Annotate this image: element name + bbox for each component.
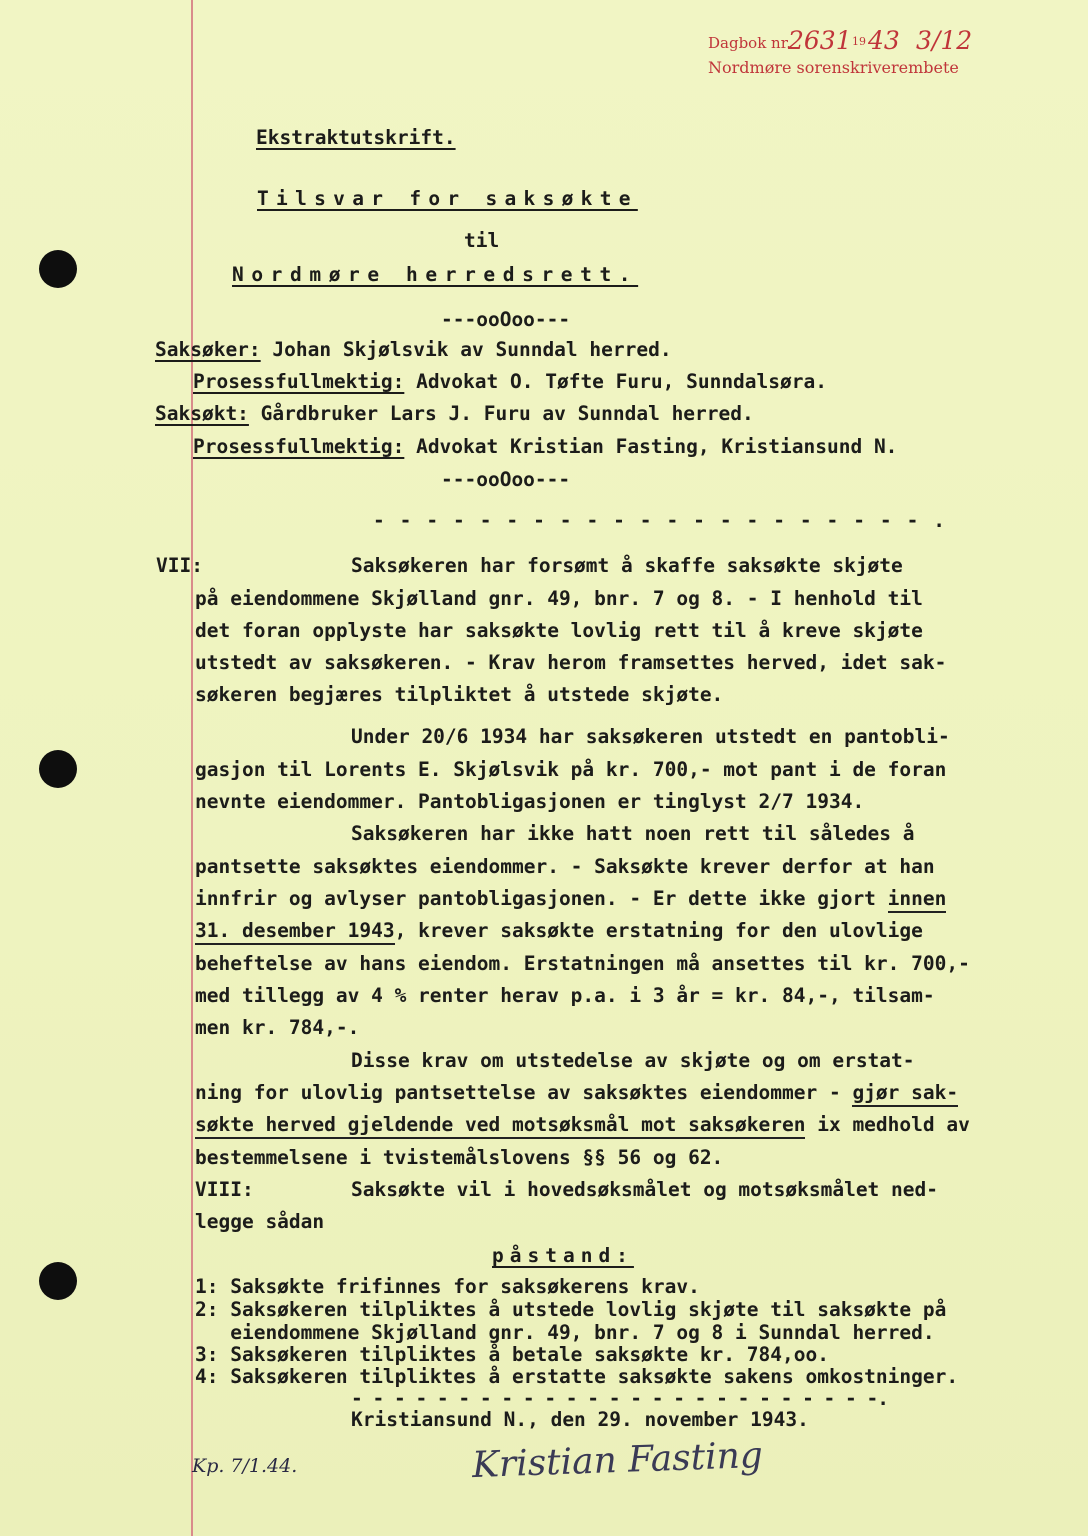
body-line: utstedt av saksøkeren. - Krav herom framsettes herved, idet sak- bbox=[195, 651, 947, 674]
punch-hole bbox=[39, 750, 77, 788]
plaintiff-counsel-line bbox=[193, 372, 827, 392]
stamp-office: Nordmøre sorenskriverembete bbox=[708, 58, 959, 77]
body-line: Saksøkeren har forsømt å skaffe saksøkte skjøte bbox=[351, 554, 903, 577]
defendant-counsel-label: Prosessfullmektig: bbox=[193, 435, 405, 458]
separator: ---ooOoo--- bbox=[441, 308, 571, 331]
dash-line: - - - - - - - - - - - - - - - - - - - - - - - - -. bbox=[351, 1387, 888, 1410]
body-text: ix medhold av bbox=[805, 1113, 970, 1136]
stamp-year: 43 bbox=[868, 26, 900, 55]
defendant-name: Gårdbruker Lars J. Furu av Sunndal herred. bbox=[260, 402, 754, 425]
body-line: søkeren begjæres tilpliktet å utstede skjøte. bbox=[195, 683, 724, 706]
body-line: det foran opplyste har saksøkte lovlig rett til å kreve skjøte bbox=[195, 619, 923, 642]
plaintiff-line bbox=[155, 340, 672, 360]
margin-note: Kp. 7/1.44. bbox=[192, 1455, 298, 1477]
punch-hole bbox=[39, 1262, 77, 1300]
section-label: VII: bbox=[156, 554, 203, 577]
dash-line: - - - - - - - - - - - - - - - - - - - - - . bbox=[373, 509, 947, 532]
plaintiff-counsel-label: Prosessfullmektig: bbox=[193, 370, 405, 393]
separator: ---ooOoo--- bbox=[441, 468, 571, 491]
defendant-line bbox=[155, 404, 754, 424]
punch-hole bbox=[39, 250, 77, 288]
body-line bbox=[195, 921, 923, 941]
body-line: men kr. 784,-. bbox=[195, 1016, 360, 1039]
body-line bbox=[195, 889, 946, 909]
stamp-prefix: Dagbok nr. bbox=[708, 34, 792, 52]
body-line bbox=[195, 1083, 958, 1103]
body-line: nevnte eiendommer. Pantobligasjonen er tinglyst 2/7 1934. bbox=[195, 790, 865, 813]
body-text: , krever saksøkte erstatning for den ulovlige bbox=[394, 919, 923, 942]
til-word: til bbox=[464, 229, 500, 252]
body-line: på eiendommene Skjølland gnr. 49, bnr. 7 og 8. - I henhold til bbox=[195, 587, 923, 610]
body-text: innfrir og avlyser pantobligasjonen. - Er dette ikke gjort bbox=[195, 887, 888, 910]
underlined-text: gjør sak- bbox=[852, 1081, 958, 1107]
body-line: bestemmelsene i tvistemålslovens §§ 56 og 62. bbox=[195, 1146, 724, 1169]
claim-item: eiendommene Skjølland gnr. 49, bnr. 7 og 8 i Sunndal herred. bbox=[195, 1321, 935, 1344]
underlined-text: søkte herved gjeldende ved motsøksmål mot saksøkeren bbox=[195, 1113, 805, 1139]
body-line: Saksøkeren har ikke hatt noen rett til således å bbox=[351, 822, 915, 845]
section-label: VIII: bbox=[195, 1178, 254, 1201]
body-line: Saksøkte vil i hovedsøksmålet og motsøksmålet ned- bbox=[351, 1178, 938, 1201]
claim-item: 2: Saksøkeren tilpliktes å utstede lovlig skjøte til saksøkte på bbox=[195, 1298, 947, 1321]
plaintiff-label: Saksøker: bbox=[155, 338, 261, 361]
signature: Kristian Fasting bbox=[471, 1434, 764, 1487]
plaintiff-counsel: Advokat O. Tøfte Furu, Sunndalsøra. bbox=[416, 370, 827, 393]
closing-place-date: Kristiansund N., den 29. november 1943. bbox=[351, 1408, 809, 1431]
defendant-counsel-line bbox=[193, 437, 897, 457]
stamp-number: 2631 bbox=[788, 26, 852, 55]
underlined-text: innen bbox=[888, 887, 947, 913]
body-line: gasjon til Lorents E. Skjølsvik på kr. 700,- mot pant i de foran bbox=[195, 758, 947, 781]
defendant-label: Saksøkt: bbox=[155, 402, 249, 425]
body-line: med tillegg av 4 % renter herav p.a. i 3 år = kr. 84,-, tilsam- bbox=[195, 984, 935, 1007]
body-text: ning for ulovlig pantsettelse av saksøktes eiendommer - bbox=[195, 1081, 853, 1104]
claim-item: 3: Saksøkeren tilpliktes å betale saksøkte kr. 784,oo. bbox=[195, 1343, 829, 1366]
plaintiff-name: Johan Skjølsvik av Sunndal herred. bbox=[272, 338, 672, 361]
body-line: legge sådan bbox=[195, 1210, 325, 1233]
body-line: beheftelse av hans eiendom. Erstatningen må ansettes til kr. 700,- bbox=[195, 952, 970, 975]
body-line: Under 20/6 1934 har saksøkeren utstedt en pantobli- bbox=[351, 725, 950, 748]
document-type: Ekstraktutskrift. bbox=[256, 126, 456, 149]
defendant-counsel: Advokat Kristian Fasting, Kristiansund N. bbox=[416, 435, 898, 458]
body-line: pantsette saksøktes eiendommer. - Saksøkte krever derfor at han bbox=[195, 855, 935, 878]
body-line: Disse krav om utstedelse av skjøte og om erstat- bbox=[351, 1049, 915, 1072]
claims-heading: påstand: bbox=[492, 1244, 634, 1267]
underlined-text: 31. desember 1943 bbox=[195, 919, 395, 945]
stamp-year-prefix: 19 bbox=[852, 35, 866, 48]
claim-item: 1: Saksøkte frifinnes for saksøkerens krav. bbox=[195, 1275, 700, 1298]
margin-rule bbox=[191, 0, 193, 1536]
court-name: Nordmøre herredsrett. bbox=[232, 263, 639, 286]
claim-item: 4: Saksøkeren tilpliktes å erstatte saksøkte sakens omkostninger. bbox=[195, 1365, 959, 1388]
document-title: Tilsvar for saksøkte bbox=[257, 187, 638, 210]
body-line bbox=[195, 1115, 970, 1135]
stamp-date: 3/12 bbox=[916, 26, 973, 55]
